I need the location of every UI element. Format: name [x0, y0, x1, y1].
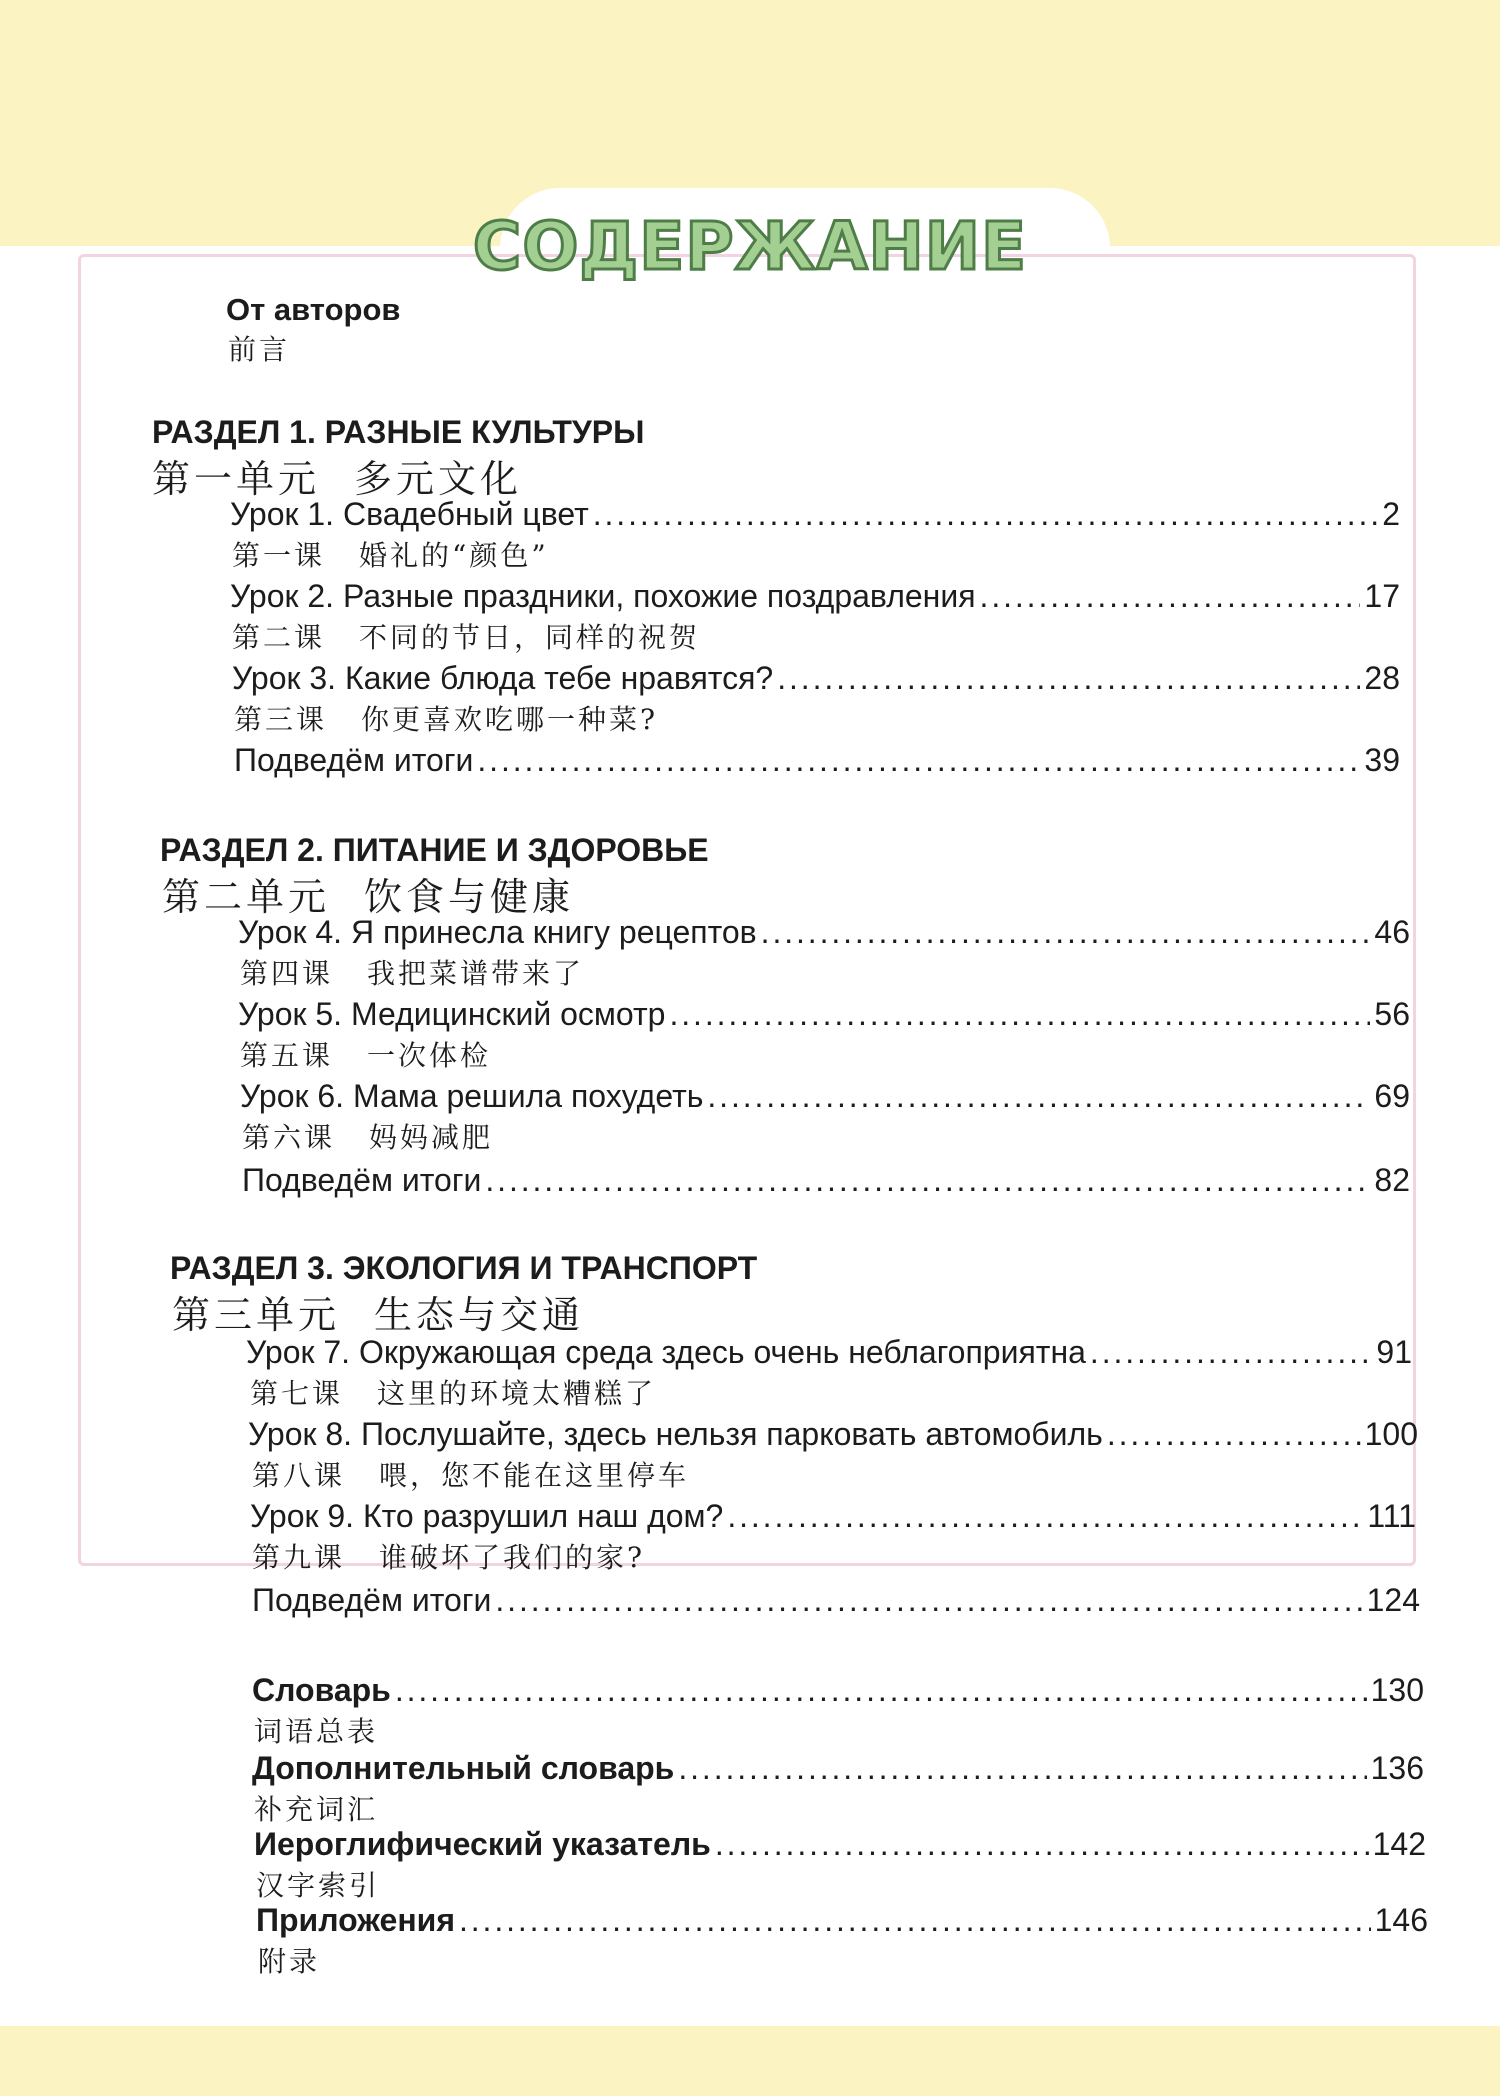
section-3-heading: РАЗДЕЛ 3. ЭКОЛОГИЯ И ТРАНСПОРТ — [170, 1250, 758, 1286]
unit-title: 生态与交通 — [374, 1293, 585, 1337]
section-2-heading: РАЗДЕЛ 2. ПИТАНИЕ И ЗДОРОВЬЕ — [160, 832, 709, 868]
entry-page: 111 — [1367, 1498, 1416, 1534]
entry-page: 100 — [1364, 1416, 1418, 1452]
toc-entry[interactable] — [248, 1414, 1418, 1454]
toc-entry[interactable] — [254, 1824, 1426, 1864]
entry-cn: 第七课 这里的环境太糟糕了 — [250, 1377, 657, 1410]
entry-page: 69 — [1374, 1078, 1410, 1114]
entry-cn: 第五课 一次体检 — [240, 1039, 492, 1072]
entry-title: Урок 6. Мама решила похудеть — [240, 1078, 704, 1114]
entry-cn: 第六课 妈妈减肥 — [242, 1121, 494, 1154]
entry-title: Подведём итоги — [242, 1162, 482, 1198]
entry-title: Подведём итоги — [252, 1582, 492, 1618]
entry-cn: 汉字索引 — [256, 1869, 381, 1902]
entry-page: 136 — [1370, 1750, 1424, 1786]
entry-title: Приложения — [256, 1902, 455, 1938]
intro-cn: 前言 — [228, 333, 291, 366]
entry-title: Иероглифический указатель — [254, 1826, 711, 1862]
entry-title: Дополнительный словарь — [252, 1750, 675, 1786]
toc-entry[interactable] — [256, 1900, 1428, 1940]
toc-entry[interactable] — [230, 494, 1400, 534]
section-1-heading: РАЗДЕЛ 1. РАЗНЫЕ КУЛЬТУРЫ — [152, 414, 645, 450]
entry-title: Словарь — [252, 1672, 391, 1708]
entry-cn: 第九课 谁破坏了我们的家? — [252, 1541, 646, 1574]
entry-cn: 附录 — [258, 1945, 321, 1978]
entry-page: 28 — [1364, 660, 1400, 696]
entry-page: 46 — [1374, 914, 1410, 950]
entry-page: 91 — [1376, 1334, 1412, 1370]
page-title: СОДЕРЖАНИЕ — [472, 208, 1028, 285]
entry-title: Урок 5. Медицинский осмотр — [238, 996, 666, 1032]
entry-page: 2 — [1382, 496, 1400, 532]
unit-number: 第二单元 — [162, 875, 331, 919]
entry-page: 142 — [1372, 1826, 1426, 1862]
toc-entry[interactable] — [246, 1332, 1412, 1372]
toc-entry[interactable] — [242, 1160, 1410, 1200]
entry-cn: 补充词汇 — [254, 1793, 379, 1826]
intro-ru: От авторов — [226, 292, 401, 327]
entry-page: 17 — [1364, 578, 1400, 614]
toc-entry[interactable] — [252, 1580, 1420, 1620]
toc-entry[interactable] — [238, 912, 1410, 952]
entry-cn: 第二课 不同的节日，同样的祝贺 — [232, 621, 701, 654]
toc-entry[interactable] — [250, 1496, 1416, 1536]
entry-cn: 第八课 喂，您不能在这里停车 — [252, 1459, 690, 1492]
toc-entry[interactable] — [238, 994, 1410, 1034]
entry-cn: 第四课 我把菜谱带来了 — [240, 957, 585, 990]
entry-title: Урок 4. Я принесла книгу рецептов — [238, 914, 757, 950]
toc-entry[interactable] — [230, 576, 1400, 616]
unit-number: 第一单元 — [152, 457, 321, 501]
entry-title: Урок 8. Послушайте, здесь нельзя парковать автомобиль — [248, 1416, 1103, 1452]
toc-entry[interactable] — [252, 1670, 1424, 1710]
entry-page: 82 — [1374, 1162, 1410, 1198]
entry-page: 130 — [1370, 1672, 1424, 1708]
unit-title: 多元文化 — [354, 457, 523, 501]
entry-title: Урок 3. Какие блюда тебе нравятся? — [232, 660, 774, 696]
entry-title: Урок 9. Кто разрушил наш дом? — [250, 1498, 724, 1534]
entry-cn: 第三课 你更喜欢吃哪一种菜? — [234, 703, 659, 736]
entry-cn: 词语总表 — [254, 1715, 379, 1748]
unit-number: 第三单元 — [172, 1293, 341, 1337]
toc-entry[interactable] — [240, 1076, 1410, 1116]
entry-page: 56 — [1374, 996, 1410, 1032]
unit-title: 饮食与健康 — [364, 875, 575, 919]
entry-cn: 第一课 婚礼的“颜色” — [232, 539, 549, 572]
toc-entry[interactable] — [234, 740, 1400, 780]
toc-entry[interactable] — [252, 1748, 1424, 1788]
entry-page: 146 — [1374, 1902, 1428, 1938]
toc-entry[interactable] — [232, 658, 1400, 698]
entry-page: 39 — [1364, 742, 1400, 778]
entry-page: 124 — [1366, 1582, 1420, 1618]
entry-title: Урок 2. Разные праздники, похожие поздравления — [230, 578, 976, 614]
entry-title: Подведём итоги — [234, 742, 474, 778]
entry-title: Урок 1. Свадебный цвет — [230, 496, 589, 532]
entry-title: Урок 7. Окружающая среда здесь очень неблагоприятна — [246, 1334, 1086, 1370]
